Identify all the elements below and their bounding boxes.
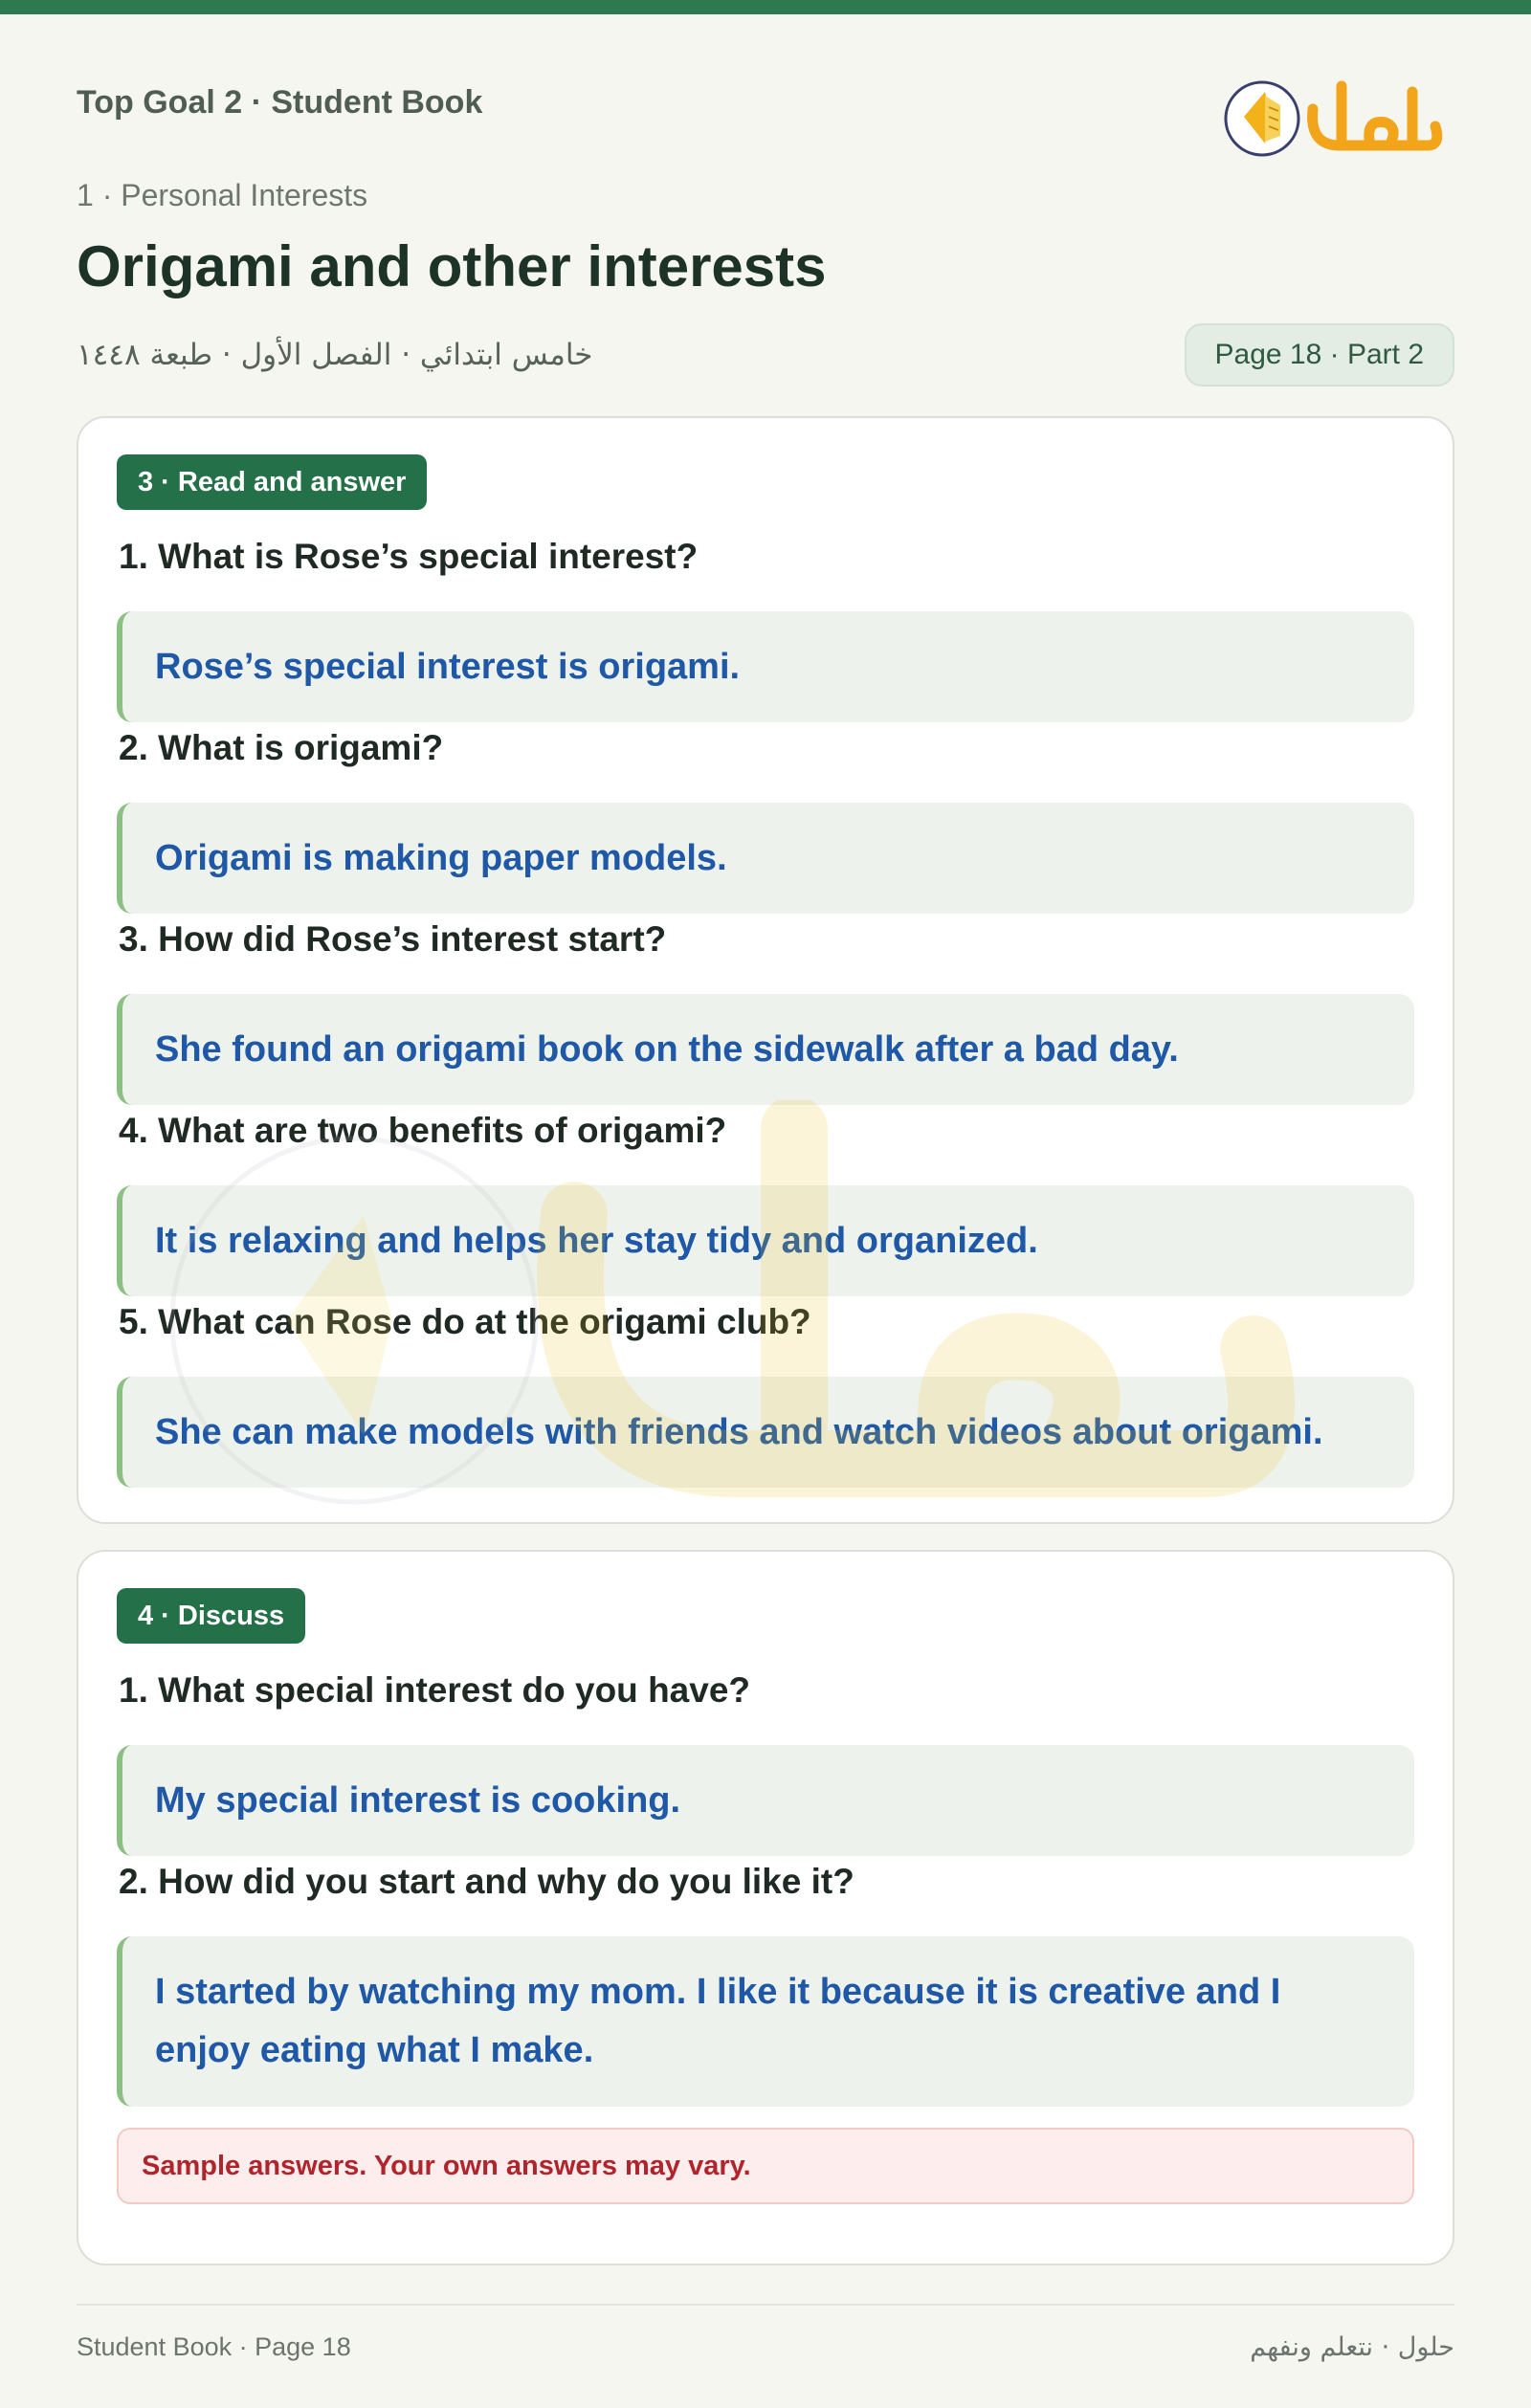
- sample-answers-note: Sample answers. Your own answers may vary.: [117, 2128, 1414, 2204]
- answer-box: I started by watching my mom. I like it because it is creative and I enjoy eating what I make.: [117, 1936, 1414, 2107]
- brand-logo: [1206, 63, 1454, 176]
- question: 1. What is Rose’s special interest?: [119, 537, 699, 576]
- discuss-card: [77, 1550, 1454, 2265]
- footer-page-label: Student Book · Page 18: [77, 2332, 351, 2361]
- section-badge: 4 · Discuss: [117, 1588, 305, 1644]
- grade-meta: خامس ابتدائي · الفصل الأول · طبعة ١٤٤٨: [77, 338, 593, 372]
- footer-brand-tagline: حلول · نتعلم ونفهم: [1250, 2332, 1454, 2362]
- answer-box: My special interest is cooking.: [117, 1745, 1414, 1856]
- answer-box: Rose’s special interest is origami.: [117, 611, 1414, 722]
- answer-box: She can make models with friends and watch videos about origami.: [117, 1377, 1414, 1488]
- page-badge: Page 18 · Part 2: [1185, 323, 1454, 387]
- answer-box: Origami is making paper models.: [117, 803, 1414, 914]
- read-and-answer-card: [77, 416, 1454, 1524]
- question: 3. How did Rose’s interest start?: [119, 919, 667, 959]
- footer-divider: [77, 2304, 1454, 2306]
- answer-box: It is relaxing and helps her stay tidy and organized.: [117, 1185, 1414, 1296]
- question: 5. What can Rose do at the origami club?: [119, 1302, 811, 1341]
- page-title: Origami and other interests: [77, 234, 827, 298]
- question: 4. What are two benefits of origami?: [119, 1111, 727, 1150]
- question: 2. How did you start and why do you like it?: [119, 1862, 854, 1901]
- question: 2. What is origami?: [119, 728, 444, 767]
- top-accent-bar: [0, 0, 1531, 14]
- breadcrumb: 1 · Personal Interests: [77, 178, 368, 212]
- question: 1. What special interest do you have?: [119, 1670, 751, 1710]
- answer-box: She found an origami book on the sidewalk after a bad day.: [117, 994, 1414, 1105]
- book-title: Top Goal 2 · Student Book: [77, 84, 483, 121]
- section-badge: 3 · Read and answer: [117, 454, 427, 510]
